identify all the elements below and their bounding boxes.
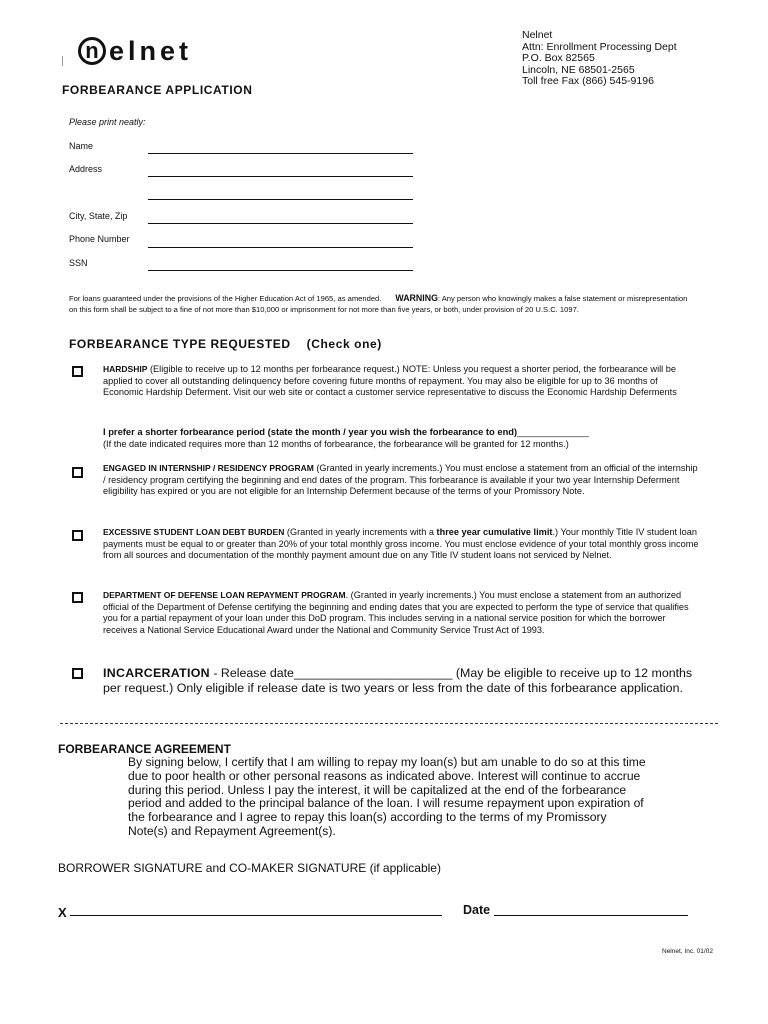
- incarceration-checkbox[interactable]: [72, 668, 83, 679]
- warning-text: : Any person who knowingly makes a false statement or misrepresentation on this form shall be subject to a fine of not more than $10,000 or imprisonment for not more than five years, or both, under provision of 20 U.S.C. 1097.: [69, 294, 688, 314]
- shorter-period-note: (If the date indicated requires more than 12 months of forbearance, the forbearance will be granted for 12 months.): [103, 438, 569, 449]
- option-text: .) Your monthly Title IV student loan payments must be equal to or greater than 20% of your total monthly gross income. You must enclose evidence of your total monthly gross income from all sources and documentation of the monthly payment amount due on any Title IV student loans not serviced by Nelnet.: [103, 527, 699, 561]
- address-line: Toll free Fax (866) 545-9196: [522, 75, 654, 88]
- option-text: - Release date_______________________ (May be eligible to receive up to 12 months per request.) Only eligible if release date is two years or less from the date of this forbearance application.: [103, 666, 693, 695]
- phone-label: Phone Number: [69, 234, 130, 244]
- address-field-line-1[interactable]: [148, 176, 413, 177]
- legal-intro: For loans guaranteed under the provisions of the Higher Education Act of 1965, as amended.: [69, 294, 382, 303]
- date-label: Date: [463, 903, 491, 917]
- ssn-field[interactable]: [148, 270, 413, 271]
- address-line: P.O. Box 82565: [522, 52, 595, 65]
- option-heading: DEPARTMENT OF DEFENSE LOAN REPAYMENT PROGRAM: [103, 590, 346, 600]
- nelnet-logo: [78, 34, 192, 68]
- debt-burden-option: [103, 527, 699, 562]
- date-field[interactable]: [494, 915, 688, 916]
- option-heading: EXCESSIVE STUDENT LOAN DEBT BURDEN: [103, 527, 285, 537]
- signature-heading: BORROWER SIGNATURE and CO-MAKER SIGNATURE (if applicable): [58, 861, 441, 875]
- document-title: FORBEARANCE APPLICATION: [62, 83, 253, 97]
- shorter-period-blank[interactable]: ______________: [517, 427, 589, 437]
- logo-circle-letter: n: [78, 37, 106, 65]
- option-heading: HARDSHIP: [103, 364, 148, 374]
- agreement-body: By signing below, I certify that I am willing to repay my loan(s) but am unable to do so at this time due to poor health or other personal reasons as indicated above. Interest will continue to accrue during this period. Unless I pay the interest, it will be capitalized at the end of the forbearance period and added to the principal balance of the loan. I will resume repayment upon expiration of the forbearance and I agree to repay this loan(s) according to the terms of my Promissory Note(s) and Repayment Agreement(s).: [128, 755, 646, 838]
- address-line: Nelnet: [522, 29, 553, 41]
- mailing-address: [522, 30, 677, 88]
- logo-wordmark: elnet: [109, 35, 193, 66]
- ssn-label: SSN: [69, 258, 88, 268]
- legal-warning: [69, 293, 693, 315]
- warning-label: WARNING: [395, 293, 438, 303]
- print-hint: Please print neatly:: [69, 117, 146, 127]
- signature-x-mark: X: [58, 905, 67, 920]
- name-field[interactable]: [148, 153, 413, 154]
- name-label: Name: [69, 141, 94, 151]
- incarceration-option: [103, 666, 703, 695]
- dod-option: [103, 590, 699, 636]
- section-title: FORBEARANCE TYPE REQUESTED: [69, 337, 291, 351]
- shorter-period-option: [103, 426, 699, 450]
- hardship-checkbox[interactable]: [72, 366, 83, 377]
- option-text: (Granted in yearly increments with a: [284, 527, 437, 537]
- address-line: Attn: Enrollment Processing Dept: [522, 40, 677, 53]
- hardship-option: [103, 364, 699, 399]
- option-heading: ENGAGED IN INTERNSHIP / RESIDENCY PROGRAM: [103, 463, 314, 473]
- address-field-line-2[interactable]: [148, 199, 413, 200]
- section-divider: [60, 723, 718, 724]
- signature-field[interactable]: [70, 915, 442, 916]
- three-year-limit: three year cumulative limit: [436, 527, 553, 537]
- phone-field[interactable]: [148, 247, 413, 248]
- forbearance-type-heading: [69, 337, 382, 351]
- dod-checkbox[interactable]: [72, 592, 83, 603]
- option-heading: INCARCERATION: [103, 666, 210, 680]
- option-text: . (Granted in yearly increments.) You must enclose a statement from an authorized official of the Department of Defense certifying the beginning and ending dates that you are expected to perform the type of service that qualifies you for a partial repayment of your loan under this DoD program. This includes serving in a national service position for which the borrower receives a National Service Educational Award under the National and Community Service Trust Act of 1993.: [103, 590, 689, 635]
- option-text: (Granted in yearly increments.) You must enclose a statement from an official of the internship / residency program certifying the beginning and end dates of the program. This forbearance is available if your two year Internship Deferment eligibility has expired or you are not eligible for an Internship Deferment because of the terms of your Promissory Note.: [103, 463, 698, 497]
- internship-checkbox[interactable]: [72, 467, 83, 478]
- city-state-zip-field[interactable]: [148, 223, 413, 224]
- form-footer-code: Nelnet, Inc. 01/02: [662, 948, 713, 955]
- city-state-zip-label: City, State, Zip: [69, 211, 128, 221]
- internship-option: [103, 463, 699, 498]
- address-line: Lincoln, NE 68501-2565: [522, 63, 635, 76]
- debt-burden-checkbox[interactable]: [72, 530, 83, 541]
- address-label: Address: [69, 164, 103, 174]
- agreement-title: FORBEARANCE AGREEMENT: [58, 742, 231, 756]
- option-text: (Eligible to receive up to 12 months per forbearance request.) NOTE: Unless you request a shorter period, the forbearance will be applied to cover all outstanding delinquency before covering future months of repayment. You may also be eligible for up to 36 months of Economic Hardship Deferment. Visit our web site or contact a customer service representative to discuss the Economic Hardship Deferments: [103, 364, 677, 398]
- check-one-note: (Check one): [306, 337, 382, 351]
- shorter-period-prompt: I prefer a shorter forbearance period (state the month / year you wish the forbearance to end): [103, 426, 518, 437]
- logo-margin-mark: [62, 56, 63, 66]
